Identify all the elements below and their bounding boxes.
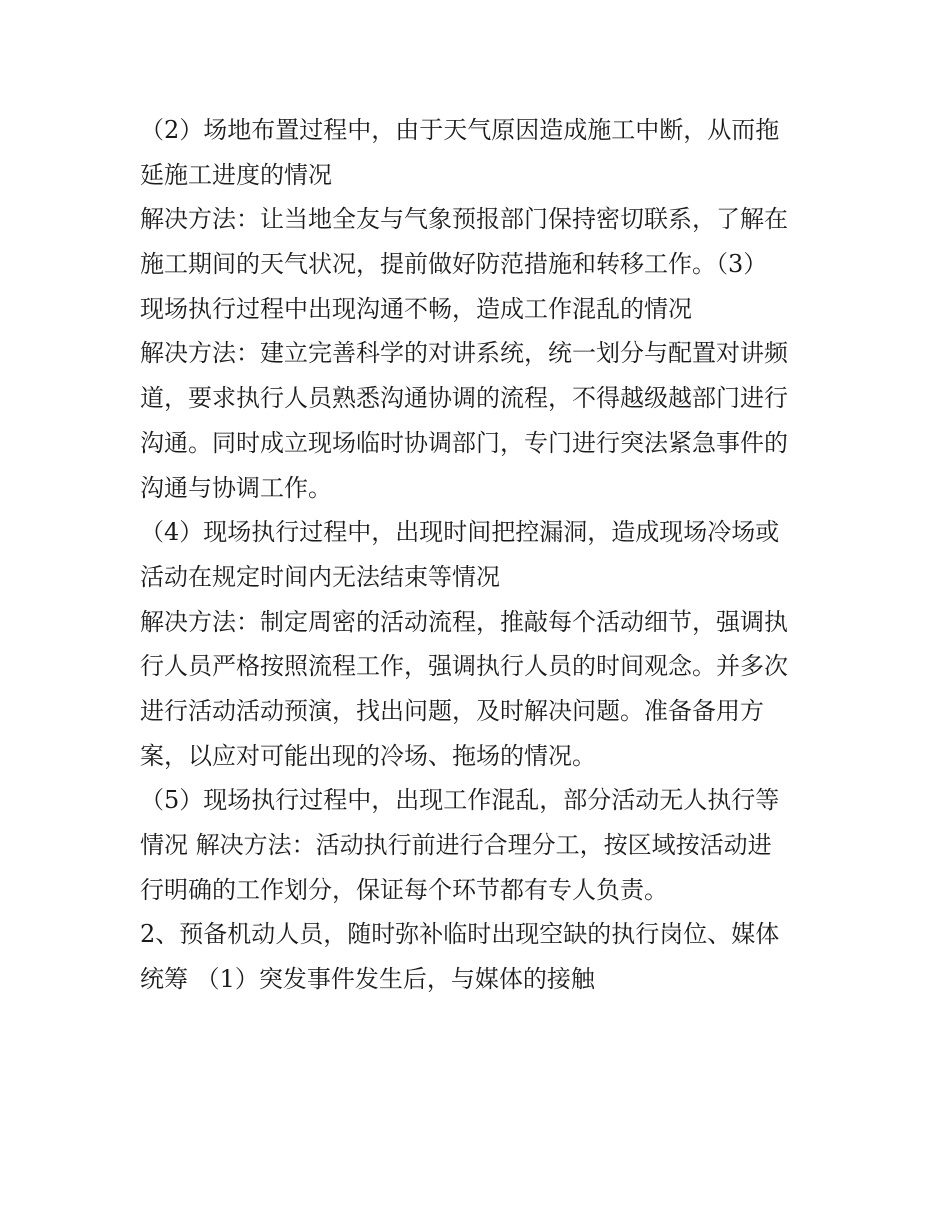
text-line: 情况 解决方法：活动执行前进行合理分工，按区域按活动进: [140, 831, 772, 859]
text-line: 沟通与协调工作。: [140, 473, 332, 502]
text-line: 沟通。同时成立现场临时协调部门，专门进行突法紧急事件的: [140, 428, 788, 457]
text-line: 行人员严格按照流程工作，强调执行人员的时间观念。并多次: [140, 652, 788, 681]
text-line: （5）现场执行过程中，出现工作混乱，部分活动无人执行等: [140, 786, 780, 815]
text-line: 2、预备机动人员，随时弥补临时出现空缺的执行岗位、媒体: [140, 920, 780, 949]
text-line: 行明确的工作划分，保证每个环节都有专人负责。: [140, 875, 668, 904]
text-line: （4）现场执行过程中，出现时间把控漏洞，造成现场冷场或: [140, 518, 780, 547]
text-line: 解决方法：建立完善科学的对讲系统，统一划分与配置对讲频: [140, 339, 788, 368]
text-line: 案，以应对可能出现的冷场、拖场的情况。: [140, 741, 596, 770]
document-body: [140, 108, 820, 1002]
text-line: 活动在规定时间内无法结束等情况: [140, 562, 500, 591]
text-line: 统筹 （1）突发事件发生后，与媒体的接触: [140, 965, 595, 994]
text-line: 进行活动活动预演，找出问题，及时解决问题。准备备用方: [140, 696, 764, 725]
text-line: 解决方法：让当地全友与气象预报部门保持密切联系，了解在: [140, 205, 788, 234]
text-line: 施工期间的天气状况，提前做好防范措施和转移工作。（3）: [140, 250, 768, 279]
text-line: 现场执行过程中出现沟通不畅，造成工作混乱的情况: [140, 294, 692, 323]
text-line: 解决方法：制定周密的活动流程，推敲每个活动细节，强调执: [140, 607, 788, 636]
text-line: （2）场地布置过程中，由于天气原因造成施工中断，从而拖: [140, 116, 780, 144]
text-line: 道，要求执行人员熟悉沟通协调的流程，不得越级越部门进行: [140, 384, 788, 413]
text-line: 延施工进度的情况: [140, 160, 332, 189]
